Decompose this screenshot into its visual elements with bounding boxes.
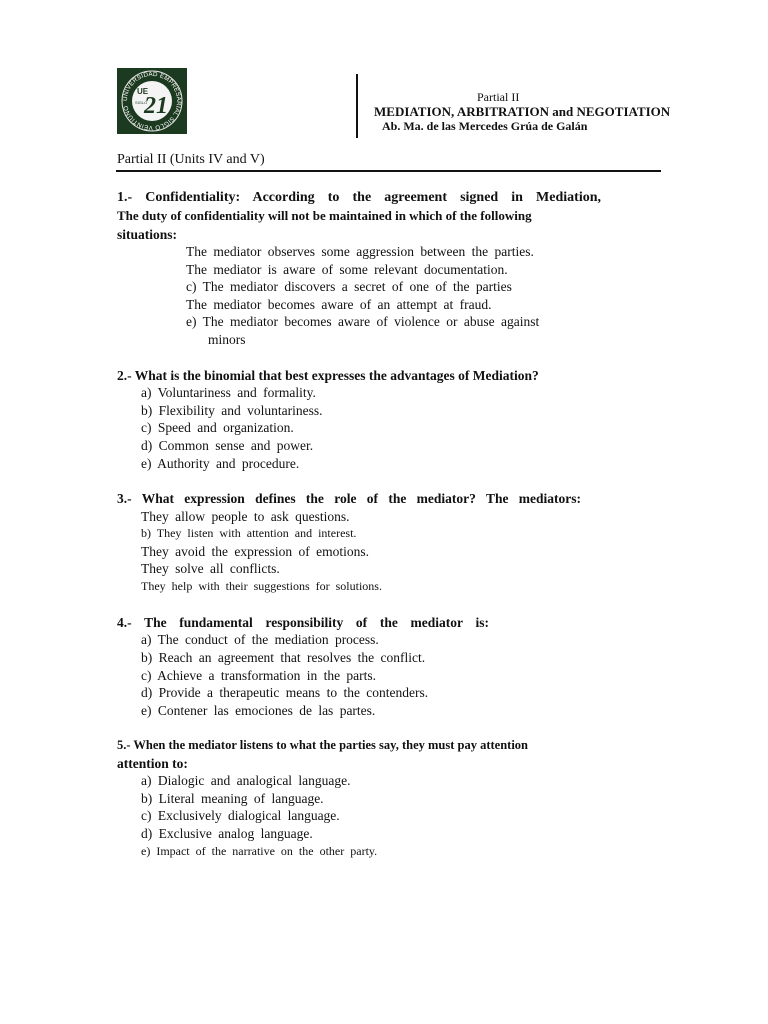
question-4-option-a: a) The conduct of the mediation process. — [141, 632, 379, 647]
question-1-option-4: The mediator becomes aware of an attempt at fraud. — [186, 297, 492, 312]
logo-small-text: SIGLO — [135, 100, 148, 105]
question-1-option-3: c) The mediator discovers a secret of one of the parties — [186, 279, 512, 294]
question-2-option-d: d) Common sense and power. — [141, 438, 314, 453]
question-3-option-1: They allow people to ask questions. — [141, 509, 350, 524]
question-4-option-d: d) Provide a therapeutic means to the contenders. — [141, 685, 429, 700]
header-professor: Ab. Ma. de las Mercedes Grúa de Galán — [382, 119, 588, 133]
question-2-option-e: e) Authority and procedure. — [141, 456, 300, 471]
university-logo — [117, 68, 187, 134]
header-partial: Partial II — [477, 90, 520, 104]
university-seal-icon — [117, 68, 187, 134]
logo-initials: UE — [137, 87, 149, 96]
question-4-option-c: c) Achieve a transformation in the parts. — [141, 668, 377, 683]
header-course-title: MEDIATION, ARBITRATION and NEGOTIATION — [374, 104, 671, 119]
logo-number: 21 — [144, 93, 168, 119]
question-2-option-b: b) Flexibility and voluntariness. — [141, 403, 323, 418]
question-3-option-2: b) They listen with attention and interest. — [141, 526, 357, 540]
question-5-title-line-2: attention to: — [117, 756, 188, 771]
question-1-option-5: e) The mediator becomes aware of violence or abuse against — [186, 314, 540, 329]
question-5-option-c: c) Exclusively dialogical language. — [141, 808, 340, 823]
question-4-option-b: b) Reach an agreement that resolves the conflict. — [141, 650, 426, 665]
question-2-title: 2.- What is the binomial that best expresses the advantages of Mediation? — [117, 368, 539, 383]
question-3-option-5: They help with their suggestions for solutions. — [141, 579, 382, 593]
logo-ring-text: UNIVERSIDAD EMPRESARIAL SIGLO VEINTIUNO — [121, 70, 183, 132]
question-5-title-line-1: 5.- When the mediator listens to what the parties say, they must pay attention — [117, 738, 528, 752]
question-3-option-4: They solve all conflicts. — [141, 561, 280, 576]
question-1-option-1: The mediator observes some aggression between the parties. — [186, 244, 534, 259]
subtitle-rule — [116, 170, 661, 172]
question-4-option-e: e) Contener las emociones de las partes. — [141, 703, 376, 718]
question-5-option-d: d) Exclusive analog language. — [141, 826, 313, 841]
question-1-title-line-2: The duty of confidentiality will not be maintained in which of the following — [117, 208, 532, 223]
header-divider — [356, 74, 358, 138]
question-5-option-a: a) Dialogic and analogical language. — [141, 773, 351, 788]
page-subtitle: Partial II (Units IV and V) — [117, 152, 265, 167]
question-4-title: 4.- The fundamental responsibility of the mediator is: — [117, 615, 489, 630]
question-1-option-2: The mediator is aware of some relevant documentation. — [186, 262, 508, 277]
question-1-title-line-3: situations: — [117, 227, 178, 242]
question-3-title: 3.- What expression defines the role of the mediator? The mediators: — [117, 491, 581, 506]
question-5-option-b: b) Literal meaning of language. — [141, 791, 324, 806]
question-1-title-line-1: 1.- Confidentiality: According to the agreement signed in Mediation, — [117, 190, 601, 205]
question-2-option-a: a) Voluntariness and formality. — [141, 385, 316, 400]
question-1-option-5-cont: minors — [208, 332, 246, 347]
question-5-option-e: e) Impact of the narrative on the other party. — [141, 844, 378, 858]
question-3-option-3: They avoid the expression of emotions. — [141, 544, 369, 559]
question-2-option-c: c) Speed and organization. — [141, 420, 294, 435]
